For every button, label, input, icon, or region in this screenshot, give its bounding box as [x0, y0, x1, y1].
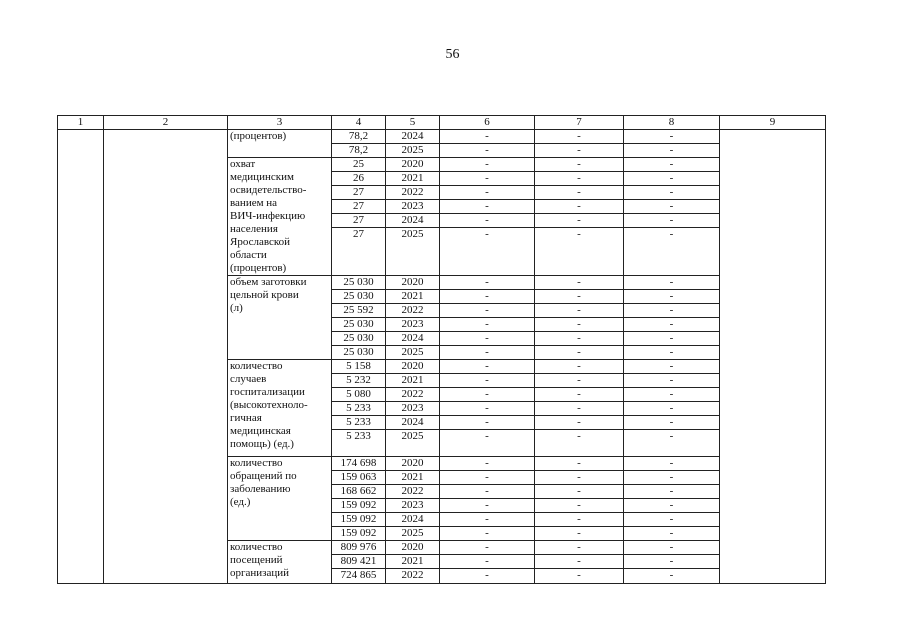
col-8-cell: -	[624, 541, 720, 555]
col-7-cell: -	[535, 318, 624, 332]
col-7-cell: -	[535, 555, 624, 569]
indicator-name: объем заготовки цельной крови (л)	[228, 276, 332, 360]
col-8-cell: -	[624, 186, 720, 200]
indicator-name: количество случаев госпитализации (высокотехноло- гичная медицинская помощь) (ед.)	[228, 360, 332, 457]
year-cell: 2022	[386, 186, 440, 200]
col-8-cell: -	[624, 346, 720, 360]
col-7-cell: -	[535, 332, 624, 346]
indicator-name: количество посещений организаций	[228, 541, 332, 584]
col-8-cell: -	[624, 304, 720, 318]
col-6-cell: -	[440, 290, 535, 304]
col-6-cell: -	[440, 130, 535, 144]
col-7-cell: -	[535, 541, 624, 555]
col-7-cell: -	[535, 144, 624, 158]
header-col-1: 1	[58, 116, 104, 130]
col-6-cell: -	[440, 158, 535, 172]
header-col-7: 7	[535, 116, 624, 130]
col-9-cell	[720, 130, 826, 584]
indicators-table	[57, 115, 826, 584]
col-8-cell: -	[624, 172, 720, 186]
table-body	[58, 116, 826, 584]
col-7-cell: -	[535, 513, 624, 527]
value-cell: 809 421	[332, 555, 386, 569]
value-cell: 5 233	[332, 430, 386, 457]
value-cell: 27	[332, 214, 386, 228]
col-7-cell: -	[535, 228, 624, 276]
header-col-6: 6	[440, 116, 535, 130]
col-7-cell: -	[535, 200, 624, 214]
col-8-cell: -	[624, 200, 720, 214]
year-cell: 2025	[386, 346, 440, 360]
col-8-cell: -	[624, 144, 720, 158]
col-8-cell: -	[624, 416, 720, 430]
header-row	[58, 116, 826, 130]
col-6-cell: -	[440, 186, 535, 200]
page-number: 56	[445, 47, 460, 62]
value-cell: 26	[332, 172, 386, 186]
col-7-cell: -	[535, 360, 624, 374]
col-6-cell: -	[440, 569, 535, 584]
value-cell: 5 158	[332, 360, 386, 374]
col-8-cell: -	[624, 158, 720, 172]
value-cell: 168 662	[332, 485, 386, 499]
year-cell: 2023	[386, 402, 440, 416]
col-6-cell: -	[440, 485, 535, 499]
col-7-cell: -	[535, 388, 624, 402]
header-col-9: 9	[720, 116, 826, 130]
col-1-cell	[58, 130, 104, 584]
col-6-cell: -	[440, 555, 535, 569]
col-7-cell: -	[535, 374, 624, 388]
value-cell: 724 865	[332, 569, 386, 584]
col-8-cell: -	[624, 527, 720, 541]
value-cell: 78,2	[332, 144, 386, 158]
col-8-cell: -	[624, 332, 720, 346]
col-8-cell: -	[624, 513, 720, 527]
header-col-4: 4	[332, 116, 386, 130]
year-cell: 2021	[386, 471, 440, 485]
value-cell: 159 092	[332, 499, 386, 513]
col-7-cell: -	[535, 485, 624, 499]
col-6-cell: -	[440, 471, 535, 485]
col-6-cell: -	[440, 318, 535, 332]
year-cell: 2021	[386, 555, 440, 569]
year-cell: 2021	[386, 374, 440, 388]
year-cell: 2023	[386, 318, 440, 332]
col-6-cell: -	[440, 360, 535, 374]
value-cell: 25 592	[332, 304, 386, 318]
col-8-cell: -	[624, 214, 720, 228]
year-cell: 2023	[386, 499, 440, 513]
value-cell: 25 030	[332, 346, 386, 360]
col-6-cell: -	[440, 402, 535, 416]
col-7-cell: -	[535, 130, 624, 144]
year-cell: 2021	[386, 172, 440, 186]
col-7-cell: -	[535, 430, 624, 457]
col-8-cell: -	[624, 555, 720, 569]
col-8-cell: -	[624, 228, 720, 276]
col-7-cell: -	[535, 402, 624, 416]
header-col-2: 2	[104, 116, 228, 130]
year-cell: 2024	[386, 214, 440, 228]
value-cell: 25 030	[332, 332, 386, 346]
col-6-cell: -	[440, 416, 535, 430]
value-cell: 25 030	[332, 276, 386, 290]
col-7-cell: -	[535, 290, 624, 304]
col-2-cell	[104, 130, 228, 584]
header-col-3: 3	[228, 116, 332, 130]
col-6-cell: -	[440, 499, 535, 513]
col-8-cell: -	[624, 569, 720, 584]
year-cell: 2020	[386, 158, 440, 172]
col-8-cell: -	[624, 318, 720, 332]
value-cell: 159 092	[332, 527, 386, 541]
value-cell: 809 976	[332, 541, 386, 555]
value-cell: 5 232	[332, 374, 386, 388]
col-8-cell: -	[624, 499, 720, 513]
col-7-cell: -	[535, 416, 624, 430]
year-cell: 2025	[386, 527, 440, 541]
value-cell: 78,2	[332, 130, 386, 144]
col-6-cell: -	[440, 457, 535, 471]
col-7-cell: -	[535, 214, 624, 228]
col-7-cell: -	[535, 276, 624, 290]
col-7-cell: -	[535, 569, 624, 584]
indicator-name: (процентов)	[228, 130, 332, 158]
col-8-cell: -	[624, 402, 720, 416]
header-col-8: 8	[624, 116, 720, 130]
value-cell: 25 030	[332, 318, 386, 332]
col-7-cell: -	[535, 457, 624, 471]
col-7-cell: -	[535, 158, 624, 172]
year-cell: 2022	[386, 304, 440, 318]
col-6-cell: -	[440, 276, 535, 290]
indicator-name: количество обращений по заболеванию (ед.)	[228, 457, 332, 541]
year-cell: 2025	[386, 144, 440, 158]
value-cell: 25 030	[332, 290, 386, 304]
col-8-cell: -	[624, 471, 720, 485]
year-cell: 2020	[386, 457, 440, 471]
col-6-cell: -	[440, 388, 535, 402]
year-cell: 2025	[386, 228, 440, 276]
col-6-cell: -	[440, 304, 535, 318]
year-cell: 2021	[386, 290, 440, 304]
year-cell: 2022	[386, 485, 440, 499]
year-cell: 2024	[386, 130, 440, 144]
header-col-5: 5	[386, 116, 440, 130]
col-8-cell: -	[624, 457, 720, 471]
col-6-cell: -	[440, 200, 535, 214]
year-cell: 2020	[386, 541, 440, 555]
col-7-cell: -	[535, 186, 624, 200]
value-cell: 5 080	[332, 388, 386, 402]
year-cell: 2020	[386, 360, 440, 374]
year-cell: 2024	[386, 513, 440, 527]
year-cell: 2022	[386, 388, 440, 402]
col-7-cell: -	[535, 304, 624, 318]
year-cell: 2022	[386, 569, 440, 584]
col-7-cell: -	[535, 346, 624, 360]
col-6-cell: -	[440, 513, 535, 527]
col-7-cell: -	[535, 172, 624, 186]
value-cell: 5 233	[332, 416, 386, 430]
year-cell: 2025	[386, 430, 440, 457]
year-cell: 2020	[386, 276, 440, 290]
value-cell: 159 092	[332, 513, 386, 527]
col-8-cell: -	[624, 360, 720, 374]
col-7-cell: -	[535, 499, 624, 513]
col-6-cell: -	[440, 172, 535, 186]
col-8-cell: -	[624, 430, 720, 457]
table-row	[58, 130, 826, 144]
col-8-cell: -	[624, 290, 720, 304]
indicator-name: охват медицинским освидетельство- ванием на ВИЧ-инфекцию населения Ярославской области (процентов)	[228, 158, 332, 276]
value-cell: 27	[332, 228, 386, 276]
col-6-cell: -	[440, 527, 535, 541]
year-cell: 2023	[386, 200, 440, 214]
col-6-cell: -	[440, 332, 535, 346]
value-cell: 27	[332, 186, 386, 200]
col-6-cell: -	[440, 374, 535, 388]
value-cell: 159 063	[332, 471, 386, 485]
col-6-cell: -	[440, 228, 535, 276]
col-8-cell: -	[624, 388, 720, 402]
value-cell: 5 233	[332, 402, 386, 416]
col-8-cell: -	[624, 374, 720, 388]
col-7-cell: -	[535, 527, 624, 541]
col-6-cell: -	[440, 214, 535, 228]
col-8-cell: -	[624, 485, 720, 499]
col-6-cell: -	[440, 430, 535, 457]
value-cell: 27	[332, 200, 386, 214]
col-8-cell: -	[624, 276, 720, 290]
col-6-cell: -	[440, 346, 535, 360]
col-6-cell: -	[440, 541, 535, 555]
col-6-cell: -	[440, 144, 535, 158]
value-cell: 25	[332, 158, 386, 172]
year-cell: 2024	[386, 416, 440, 430]
col-7-cell: -	[535, 471, 624, 485]
col-8-cell: -	[624, 130, 720, 144]
year-cell: 2024	[386, 332, 440, 346]
value-cell: 174 698	[332, 457, 386, 471]
